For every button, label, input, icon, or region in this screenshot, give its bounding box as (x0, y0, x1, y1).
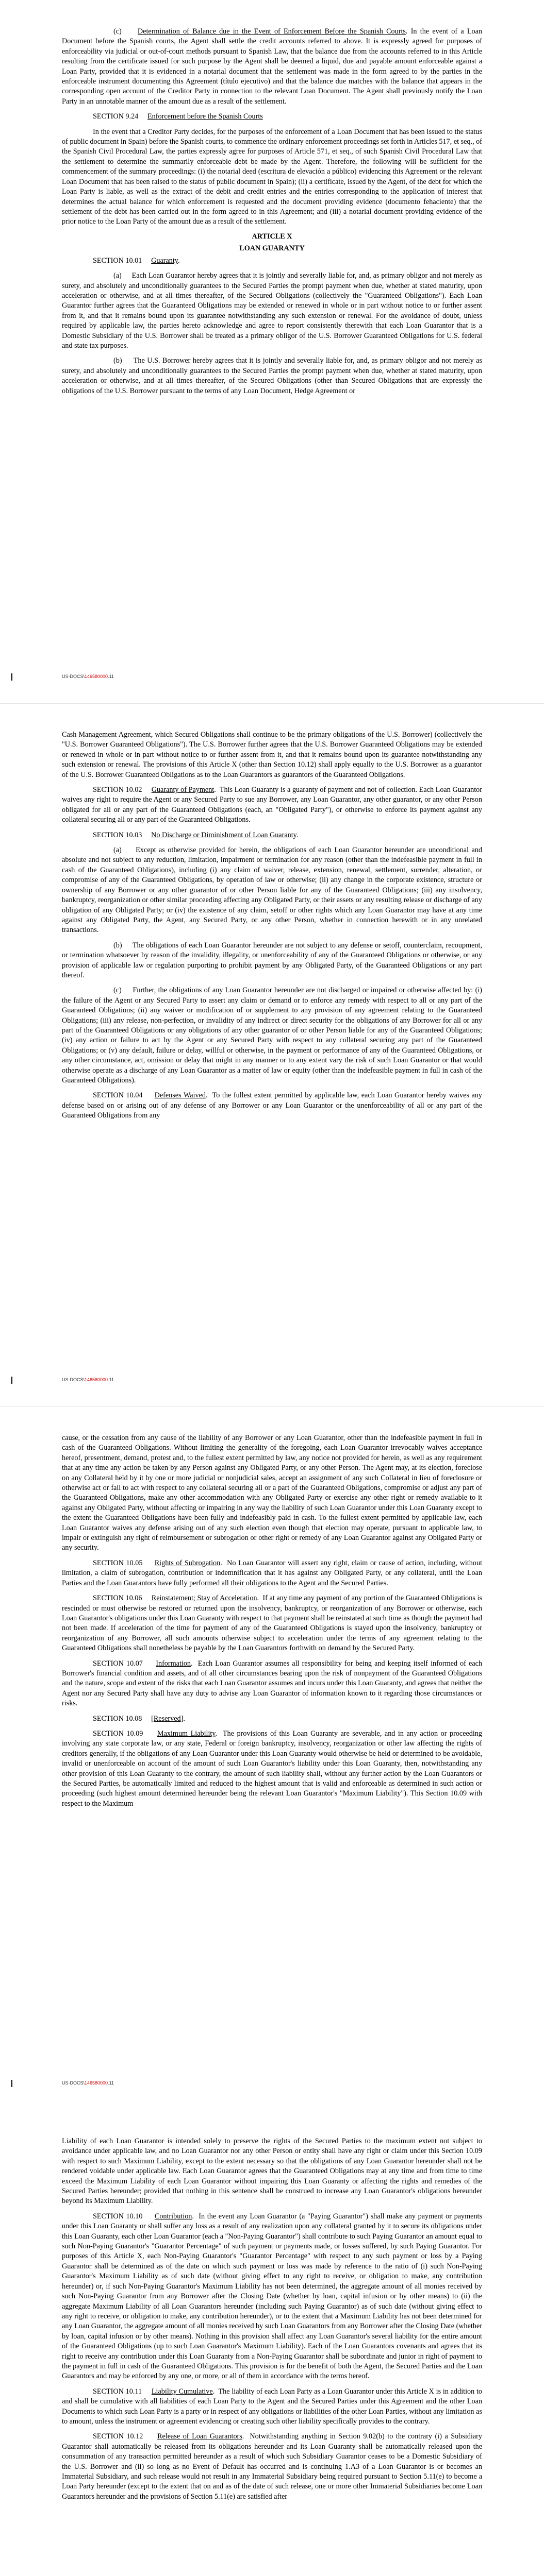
change-bar (11, 673, 12, 681)
section-number: SECTION 10.11 (93, 2387, 142, 2396)
section-number: SECTION 10.12 (93, 2432, 143, 2441)
no-discharge-item-c (62, 986, 482, 1086)
continued-paragraph: Cash Management Agreement, which Secured Obligations shall continue to be the primary obligations of the U.S. Borrower) (collectively the "U.S. Borrower Guaranteed Obligations"). The U.S. Borrower further agrees that the U.S. Borrower Guaranteed Obligations may be extended or renewed in whole or in part without notice to or further assent from it, and that it remains bound upon its guarantee notwithstanding any such extension or renewal. The provisions of this Article X (other than Section 10.12) shall apply equally to the U.S. Borrower as a guarantor of the U.S. Borrower Guaranteed Obligations as to the Loan Guarantors as guarantors of the Guaranteed Obligations. (62, 731, 482, 779)
article-title: LOAN GUARANTY (239, 244, 305, 252)
page-4 (0, 2110, 544, 2576)
section-number: SECTION 10.10 (93, 2212, 143, 2221)
section-text: This Loan Guaranty is a guaranty of payment and not of collection. Each Loan Guarantor waives any right to require the Agent or any Secured Party to sue any Borrower, any Loan Guarantor, any other guarantor, or any other Person obligated for all or any part of the Guaranteed Obligations (each, an "Obligated Party"), or otherwise to enforce its payment against any collateral securing all or any part of the Guaranteed Obligations. (62, 786, 482, 824)
section-10-08: SECTION 10.08 [Reserved]. (93, 1714, 185, 1723)
continued-paragraph: cause, or the cessation from any cause of the liability of any Borrower or any Loan Guarantor, other than the indefeasible payment in full in cash of the Guaranteed Obligations. Without limiting the generality of the foregoing, each Loan Guarantor irrevocably waives acceptance hereof, presentment, demand, protest and, to the fullest extent permitted by law, any notice not provided for herein, as well as any requirement that at any time any action be taken by any Person against any Obligated Party, or any other Person. The Agent may, at its election, foreclose on any Collateral held by it by one or more judicial or nonjudicial sales, accept an assignment of any such Collateral in lieu of foreclosure or otherwise act or fail to act with respect to any collateral securing all or a part of the Guaranteed Obligations, compromise or adjust any part of the Guaranteed Obligations, make any other accommodation with any Obligated Party or exercise any other right or remedy available to it against any Obligated Party, without affecting or impairing in any way the liability of such Loan Guarantor under this Loan Guaranty except to the extent the Guaranteed Obligations have been fully and indefeasibly paid in cash. To the fullest extent permitted by applicable law, each Loan Guarantor waives any defense arising out of any such election even though that election may operate, pursuant to applicable law, to impair or extinguish any right of reimbursement or subrogation or other right or remedy of any Loan Guarantor against any Obligated Party or any security. (62, 1434, 482, 1552)
section-number: SECTION 10.07 (93, 1659, 143, 1668)
section-title: Rights of Subrogation (154, 1558, 221, 1567)
section-10-10: SECTION 10.10 Contribution. In the event any Loan Guarantor (a "Paying Guarantor") shall make any payment or payments under this Loan Guaranty or shall suffer any loss as a result of any realization upon any collateral granted by it to secure its obligations under this Loan Guaranty, each other Loan Guarantor (each a "Non-Paying Guarantor") shall contribute to such Paying Guarantor an amount equal to such Non-Paying Guarantor's "Guarantor Percentage" of such payment or payments made, or losses suffered, by such Paying Guarantor. For purposes of this Article X, each Non-Paying Guarantor's "Guarantor Percentage" with respect to any such payment or loss by a Paying Guarantor shall be determined as of the date on which such payment or loss was made by reference to the ratio of (i) such Non-Paying Guarantor's Maximum Liability as of such date (without giving effect to any right to receive, or obligation to make, any contribution hereunder) or, if such Non-Paying Guarantor's Maximum Liability has not been determined, the aggregate amount of all monies received by such Non-Paying Guarantor from any Borrower after the Closing Date (whether by loan, capital infusion or by other means) to (ii) the aggregate Maximum Liability of all Loan Guarantors hereunder (including such Paying Guarantor) as of such date (without giving effect to any right to receive, or obligation to make, any contribution hereunder), or to the extent that a Maximum Liability has not been determined for any Loan Guarantor, the aggregate amount of all monies received by such Loan Guarantors from any Borrower after the Closing Date (whether by loan, capital infusion or by other means). Nothing in this provision shall affect any Loan Guarantor's several liability for the entire amount of the Guaranteed Obligations (up to such Loan Guarantor's Maximum Liability). Each of the Loan Guarantors covenants and agrees that its right to receive any contribution under this Loan Guaranty from a Non-Paying Guarantor shall be subordinate and junior in right of payment to the payment in full in cash of the Guaranteed Obligations. This provision is for the benefit of both the Agent, the Secured Parties and the Loan Guarantors and may be enforced by any one, or more, or all of them in accordance with the terms hereof. (62, 2212, 482, 2381)
section-number: SECTION 10.02 (93, 786, 142, 794)
section-number: SECTION 10.08 (93, 1714, 142, 1723)
item-text: Except as otherwise provided for herein, the obligations of each Loan Guarantor hereunder are unconditional and absolute and not subject to any reduction, limitation, impairment or termination for any reason (other than the indefeasible payment in full in cash of the Guaranteed Obligations), including (i) any claim of waiver, release, extension, renewal, settlement, surrender, alteration, or compromise of any of the Guaranteed Obligations, by operation of law or otherwise; (ii) any change in the corporate existence, structure or ownership of any Borrower or any other guarantor of or other Person liable for any of the Guaranteed Obligations; (iii) any insolvency, bankruptcy, reorganization or other similar proceeding affecting any Obligated Party, or their assets or any resulting release or discharge of any obligation of any Obligated Party; or (iv) the existence of any claim, setoff or other rights which any Loan Guarantor may have at any time against any Obligated Party, the Agent, any Secured Party, or any other Person, whether in connection herewith or in any unrelated transactions. (62, 846, 483, 935)
section-10-09: SECTION 10.09 Maximum Liability. The provisions of this Loan Guaranty are severable, and in any action or proceeding involving any state corporate law, or any state, Federal or foreign bankruptcy, insolvency, reorganization or other law affecting the rights of creditors generally, if the obligations of any Loan Guarantor under this Loan Guaranty would otherwise be held or determined to be avoidable, invalid or unenforceable on account of the amount of such Loan Guarantor's liability under this Loan Guaranty, then, notwithstanding any other provision of this Loan Guaranty to the contrary, the amount of such liability shall, without any further action by the Loan Guarantors or the Secured Parties, be automatically limited and reduced to the highest amount that is valid and enforceable as determined in such action or proceeding (such highest amount determined hereunder being the relevant Loan Guarantor's "Maximum Liability"). This Section 10.09 with respect to the Maximum (62, 1729, 483, 1808)
section-number: SECTION 10.09 (93, 1729, 143, 1738)
section-text: Each Loan Guarantor assumes all responsibility for being and keeping itself informed of each Borrower's financial condition and assets, and of all other circumstances bearing upon the risk of nonpayment of the Guaranteed Obligations and the nature, scope and extent of the risks that each Loan Guarantor assumes and incurs under this Loan Guaranty, and agrees that neither the Agent nor any Secured Party shall have any duty to advise any Loan Guarantor of information known to it regarding those circumstances or risks. (62, 1659, 483, 1708)
item-text: . In the event of a Loan Document before the Spanish courts, the Agent shall settle the credit accounts referred to above. It is expressly agreed for purposes of enforceability via judicial or out-of-court methods pursuant to Spanish Law, that the balance due from the accounts referred to in this Article resulting from the certificate issued for such purpose by the Agent shall be deemed a liquid, due and payable amount enforceable against a Loan Party, provided that it is evidenced in a notarial document that the settlement was made in the form agreed to by the parties in the enforceable instrument documenting this Agreement (título ejecutivo) and that the balance due matches with the balance that appears in the corresponding open account of the Creditor Party in connection to the relevant Loan Document. The Agent shall previously notify the Loan Party in an unnotable manner of the amount due as a result of the settlement. (62, 27, 483, 106)
section-9-24-heading (62, 112, 482, 122)
page-3 (0, 1406, 544, 2110)
guaranty-item-a (62, 271, 482, 351)
item-label: (c) (113, 27, 122, 36)
article-number: ARTICLE X (252, 232, 292, 241)
section-title: No Discharge or Diminishment of Loan Guaranty (151, 831, 296, 839)
page-footer (0, 2079, 544, 2089)
change-bar (11, 2080, 12, 2087)
no-discharge-item-a (62, 845, 482, 936)
section-10-11: SECTION 10.11 Liability Cumulative. The liability of each Loan Party as a Loan Guarantor under this Article X is in addition to and shall be cumulative with all liabilities of each Loan Party to the Agent and the Secured Parties under this Agreement and the other Loan Documents to which such Loan Party is a party or in respect of any obligations or liabilities of the other Loan Parties, without any limitation as to amount, unless the instrument or agreement evidencing or creating such other liability specifically provides to the contrary. (62, 2387, 482, 2426)
section-10-02: SECTION 10.02 Guaranty of Payment. This Loan Guaranty is a guaranty of payment and not of collection. Each Loan Guarantor waives any right to require the Agent or any Secured Party to sue any Borrower, any Loan Guarantor, any other guarantor, or any other Person obligated for all or any part of the Guaranteed Obligations (each, an "Obligated Party"), or otherwise to enforce its payment against any collateral securing all or any part of the Guaranteed Obligations. (62, 786, 482, 824)
section-number: SECTION 10.01 (93, 256, 142, 265)
item-text: Further, the obligations of any Loan Guarantor hereunder are not discharged or impaired or otherwise affected by: (i) the failure of the Agent or any Secured Party to assert any claim or demand or to enforce any remedy with respect to all or any part of the Guaranteed Obligations; (ii) any waiver or modification of or supplement to any provision of any agreement relating to the Guaranteed Obligations; (iii) any release, non-perfection, or invalidity of any indirect or direct security for the obligations of any Borrower for all or any part of the Guaranteed Obligations or any obligations of any other guarantor of or other Person liable for any of the Guaranteed Obligations; (iv) any action or failure to act by the Agent or any Secured Party with respect to any collateral securing any part of the Guaranteed Obligations; or (v) any default, failure or delay, willful or otherwise, in the payment or performance of any of the Guaranteed Obligations, or any other circumstance, act, omission or delay that might in any manner or to any extent vary the risk of such Loan Guarantor or that would otherwise operate as a discharge of any Loan Guarantor as a matter of law or equity (other than the indefeasible payment in full in cash of the Guaranteed Obligations). (62, 986, 482, 1084)
item-label: (b) (113, 357, 122, 365)
section-number: SECTION 10.06 (93, 1594, 142, 1603)
section-title: Guaranty (151, 256, 178, 265)
section-text: In the event any Loan Guarantor (a "Paying Guarantor") shall make any payment or payments under this Loan Guaranty or shall suffer any loss as a result of any realization upon any collateral granted by it to secure its obligations under this Loan Guaranty, each other Loan Guarantor (each a "Non-Paying Guarantor") shall contribute to such Paying Guarantor an amount equal to such Non-Paying Guarantor's "Guarantor Percentage" of such payment or payments made, or losses suffered, by such Paying Guarantor. For purposes of this Article X, each Non-Paying Guarantor's "Guarantor Percentage" with respect to any such payment or loss by a Paying Guarantor shall be determined as of the date on which such payment or loss was made by reference to the ratio of (i) such Non-Paying Guarantor's Maximum Liability as of such date (without giving effect to any right to receive, or obligation to make, any contribution hereunder) or, if such Non-Paying Guarantor's Maximum Liability has not been determined, the aggregate amount of all monies received by such Non-Paying Guarantor from any Borrower after the Closing Date (whether by loan, capital infusion or by other means) to (ii) the aggregate Maximum Liability of all Loan Guarantors hereunder (including such Paying Guarantor) as of such date (without giving effect to any right to receive, or obligation to make, any contribution hereunder), or to the extent that a Maximum Liability has not been determined for any Loan Guarantor, the aggregate amount of all monies received by such Loan Guarantors from any Borrower after the Closing Date (whether by loan, capital infusion or by other means). Nothing in this provision shall affect any Loan Guarantor's several liability for the entire amount of the Guaranteed Obligations (up to such Loan Guarantor's Maximum Liability). Each of the Loan Guarantors covenants and agrees that its right to receive any contribution under this Loan Guaranty from a Non-Paying Guarantor shall be subordinate and junior in right of payment to the payment in full in cash of the Guaranteed Obligations. This provision is for the benefit of both the Agent, the Secured Parties and the Loan Guarantors and may be enforced by any one, or more, or all of them in accordance with the terms hereof. (62, 2212, 482, 2381)
section-text: No Loan Guarantor will assert any right, claim or cause of action, including, without limitation, a claim of subrogation, contribution or indemnification that it has against any Obligated Party, or any collateral, until the Loan Parties and the Loan Guarantors have fully performed all their obligations to the Agent and the Secured Parties. (62, 1558, 483, 1587)
section-title: Liability Cumulative (151, 2387, 213, 2396)
section-title: Defenses Waived (154, 1091, 206, 1100)
section-text: To the fullest extent permitted by applicable law, each Loan Guarantor hereby waives any defense based on or arising out of any defense of any Borrower or any Loan Guarantor or the unenforceability of all or any part of the Guaranteed Obligations from any (62, 1091, 483, 1120)
section-title: Release of Loan Guarantors (157, 2432, 242, 2441)
item-text: The U.S. Borrower hereby agrees that it is jointly and severally liable for, and, as primary obligor and not merely as surety, and absolutely and unconditionally guarantees to the Secured Parties the prompt payment when due, whether at stated maturity, upon acceleration or otherwise, and at all times thereafter, of the Secured Obligations (other than Secured Obligations that are expressly the obligations of the U.S. Borrower pursuant to the terms of any Loan Document, Hedge Agreement or (62, 357, 482, 395)
section-10-01-heading: SECTION 10.01 Guaranty. (93, 256, 180, 265)
section-10-06: SECTION 10.06 Reinstatement; Stay of Acceleration. If at any time any payment of any portion of the Guaranteed Obligations is rescinded or must otherwise be restored or returned upon the insolvency, bankruptcy, or reorganization of any Borrower or otherwise, each Loan Guarantor's obligations under this Loan Guaranty with respect to that payment shall be reinstated at such time as though the payment had not been made. If acceleration of the time for payment of any of the Guaranteed Obligations is stayed upon the insolvency, bankruptcy or reorganization of any Borrower, all such amounts otherwise subject to acceleration under the terms of any agreement relating to the Guaranteed Obligations shall nonetheless be payable by the Loan Guarantors forthwith on demand by the Secured Party. (62, 1594, 483, 1653)
document-id: US-DOCS\146580000.11 (62, 674, 114, 679)
change-bar (11, 1377, 12, 1384)
section-title: [Reserved] (151, 1714, 184, 1723)
item-text: The obligations of each Loan Guarantor hereunder are not subject to any defense or setoff, counterclaim, recoupment, or termination whatsoever by reason of the invalidity, illegality, or unenforceability of any of the Guaranteed Obligations or otherwise, or any provision of applicable law or regulation purporting to prohibit payment by any Obligated Party, of the Guaranteed Obligations or any part thereof. (62, 941, 482, 979)
item-label: (b) (113, 941, 122, 950)
section-text: The liability of each Loan Party as a Loan Guarantor under this Article X is in addition to and shall be cumulative with all liabilities of each Loan Party to the Agent and the Secured Parties under this Agreement and the other Loan Documents to which such Loan Party is a party or in respect of any obligations or liabilities of the other Loan Parties, without any limitation as to amount, unless the instrument or agreement evidencing or creating such other liability specifically provides to the contrary. (62, 2387, 482, 2426)
continued-paragraph: Liability of each Loan Guarantor is intended solely to preserve the rights of the Secured Parties to the maximum extent not subject to avoidance under applicable law, and no Loan Guarantor nor any other Person or entity shall have any right or claim under this Section 10.09 with respect to such Maximum Liability, except to the extent necessary so that the obligations of any Loan Guarantor hereunder shall not be rendered voidable under applicable law. Each Loan Guarantor agrees that the Guaranteed Obligations may at any time and from time to time exceed the Maximum Liability of each Loan Guarantor without impairing this Loan Guaranty or affecting the rights and remedies of the Secured Parties hereunder; provided that nothing in this sentence shall be construed to increase any Loan Guarantor's obligations hereunder beyond its Maximum Liability. (62, 2137, 482, 2206)
section-number: SECTION 10.03 (93, 831, 142, 839)
section-number: SECTION 10.04 (93, 1091, 143, 1100)
section-text: The provisions of this Loan Guaranty are severable, and in any action or proceeding involving any state corporate law, or any state, Federal or foreign bankruptcy, insolvency, reorganization or other law affecting the rights of creditors generally, if the obligations of any Loan Guarantor under this Loan Guaranty would otherwise be held or determined to be avoidable, invalid or unenforceable on account of the amount of such Loan Guarantor's liability under this Loan Guaranty, then, notwithstanding any other provision of this Loan Guaranty to the contrary, the amount of such liability shall, without any further action by the Loan Guarantors or the Secured Parties, be automatically limited and reduced to the highest amount that is valid and enforceable as determined in such action or proceeding (such highest amount determined hereunder being the relevant Loan Guarantor's "Maximum Liability"). This Section 10.09 with respect to the Maximum (62, 1729, 483, 1808)
section-10-05: SECTION 10.05 Rights of Subrogation. No Loan Guarantor will assert any right, claim or cause of action, including, without limitation, a claim of subrogation, contribution or indemnification that it has against any Obligated Party, or any collateral, until the Loan Parties and the Loan Guarantors have fully performed all their obligations to the Agent and the Secured Parties. (62, 1558, 483, 1587)
section-10-07: SECTION 10.07 Information. Each Loan Guarantor assumes all responsibility for being and keeping itself informed of each Borrower's financial condition and assets, and of all other circumstances bearing upon the risk of nonpayment of the Guaranteed Obligations and the nature, scope and extent of the risks that each Loan Guarantor assumes and incurs under this Loan Guaranty, and agrees that neither the Agent nor any Secured Party shall have any duty to advise any Loan Guarantor of information known to it regarding those circumstances or risks. (62, 1659, 483, 1708)
page-2 (0, 703, 544, 1406)
section-title: Contribution (154, 2212, 192, 2221)
section-number: SECTION 9.24 (93, 112, 139, 121)
item-label: (a) (113, 846, 122, 855)
item-text: Each Loan Guarantor hereby agrees that it is jointly and severally liable for, and, as primary obligor and not merely as surety, and absolutely and unconditionally guarantees to the Secured Parties the prompt payment when due, whether at stated maturity, upon acceleration or otherwise, and at all times thereafter, of the Secured Obligations (collectively the "Guaranteed Obligations"). Each Loan Guarantor further agrees that the Guaranteed Obligations may be extended or renewed in whole or in part without notice to or further assent from it, and that it remains bound upon its guarantee notwithstanding any such extension or renewal. For the avoidance of doubt, unless required by applicable law, the parties hereto acknowledge and agree to report consistently therewith that each Loan Guarantor that is a Domestic Subsidiary of the U.S. Borrower shall be treated as a primary obligor of the U.S. Borrower Guaranteed Obligations for U.S. federal and state tax purposes. (62, 272, 482, 350)
section-10-04: SECTION 10.04 Defenses Waived. To the fullest extent permitted by applicable law, each Loan Guarantor hereby waives any defense based on or arising out of any defense of any Borrower or any Loan Guarantor or the unenforceability of all or any part of the Guaranteed Obligations from any (62, 1091, 483, 1120)
section-title: Guaranty of Payment (151, 786, 215, 794)
section-text: If at any time any payment of any portion of the Guaranteed Obligations is rescinded or must otherwise be restored or returned upon the insolvency, bankruptcy, or reorganization of any Borrower or otherwise, each Loan Guarantor's obligations under this Loan Guaranty with respect to that payment shall be reinstated at such time as though the payment had not been made. If acceleration of the time for payment of any of the Guaranteed Obligations is stayed upon the insolvency, bankruptcy or reorganization of any Borrower, all such amounts otherwise subject to acceleration under the terms of any agreement relating to the Guaranteed Obligations shall nonetheless be payable by the Loan Guarantors forthwith on demand by the Secured Party. (62, 1594, 483, 1653)
item-label: (c) (113, 986, 122, 995)
section-9-24-text: In the event that a Creditor Party decides, for the purposes of the enforcement of a Loan Document that has been issued to the status of public document in Spain) before the Spanish courts, to commence the ordinary enforcement proceedings set forth in Articles 517, et seq., of the Spanish Civil Procedural Law, the parties expressly agree for purposes of Article 571, et seq., of such Spanish Civil Procedural Law that the settlement to determine the summarily enforceable debt be made by the Agent. Therefore, the following will be sufficient for the commencement of the summary proceedings: (i) the notarial deed (escritura de elevación a público) evidencing this Agreement or the relevant Loan Document that has been raised to the status of public document in Spain); (ii) a certificate, issued by the Agent, of the debt for which the Loan Party is liable, as well as the extract of the debit and credit entries and the entries corresponding to the application of interest that determines the actual balance for which enforcement is requested and the document providing evidence (documento fehaciente) that the settlement of the debt has been carried out in the form agreed to in this Agreement; and (iii) a notarial document providing evidence of the prior notice to the Loan Party of the amount due as a result of the settlement. (62, 127, 482, 226)
balance-due-paragraph (62, 27, 482, 107)
item-heading: Determination of Balance due in the Event of Enforcement Before the Spanish Courts (137, 27, 406, 36)
section-10-12: SECTION 10.12 Release of Loan Guarantors. Notwithstanding anything in Section 9.02(b) to the contrary (i) a Subsidiary Guarantor shall automatically be released from its obligations hereunder and its Loan Guaranty shall be automatically released upon the consummation of any transaction permitted hereunder as a result of which such Subsidiary Guarantor ceases to be a Domestic Subsidiary of the U.S. Borrower and (ii) so long as no Event of Default has occurred and is continuing 1.A3 of a Loan Guarantor is or becomes an Immaterial Subsidiary, and such release would not result in any Immaterial Subsidiary being required pursuant to Section 5.11(e) to become a Loan Party hereunder (except to the extent that on and as of the date of such release, one or more other Immaterial Subsidiaries become Loan Guarantors hereunder and the provisions of Section 5.11(e) are satisfied after (62, 2432, 483, 2501)
page-footer (0, 672, 544, 683)
page-1 (0, 0, 544, 703)
document-id: US-DOCS\146580000.11 (62, 1377, 114, 1382)
section-number: SECTION 10.05 (93, 1558, 143, 1567)
no-discharge-item-b (62, 941, 482, 981)
section-title: Reinstatement; Stay of Acceleration (151, 1594, 257, 1603)
guaranty-item-b (62, 356, 482, 396)
section-text: Notwithstanding anything in Section 9.02(b) to the contrary (i) a Subsidiary Guarantor shall automatically be released from its obligations hereunder and its Loan Guaranty shall be automatically released upon the consummation of any transaction permitted hereunder as a result of which such Subsidiary Guarantor ceases to be a Domestic Subsidiary of the U.S. Borrower and (ii) so long as no Event of Default has occurred and is continuing 1.A3 of a Loan Guarantor is or becomes an Immaterial Subsidiary, and such release would not result in any Immaterial Subsidiary being required pursuant to Section 5.11(e) to become a Loan Party hereunder (except to the extent that on and as of the date of such release, one or more other Immaterial Subsidiaries become Loan Guarantors hereunder and the provisions of Section 5.11(e) are satisfied after (62, 2432, 483, 2501)
section-title: Information (156, 1659, 191, 1668)
document-id: US-DOCS\146580000.11 (62, 2080, 114, 2086)
section-10-03-heading: SECTION 10.03 No Discharge or Diminishment of Loan Guaranty. (93, 831, 299, 839)
page-footer (0, 1376, 544, 1386)
section-title: Maximum Liability (157, 1729, 216, 1738)
section-title: Enforcement before the Spanish Courts (147, 112, 263, 121)
item-label: (a) (113, 272, 122, 280)
